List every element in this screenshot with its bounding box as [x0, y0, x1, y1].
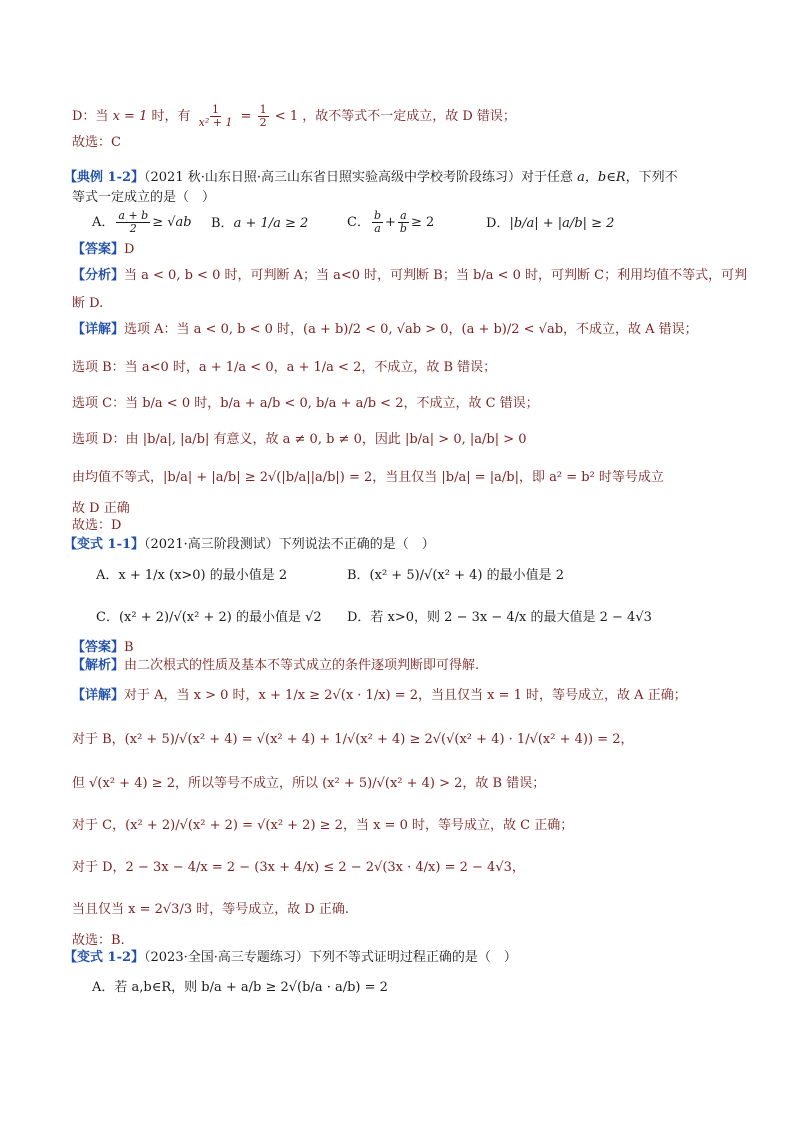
example12-choose: 故选：D	[72, 518, 122, 533]
variant11-detail-4: 对于 C，(x² + 2)/√(x² + 2) = √(x² + 2) ≥ 2，当 x = 0 时，等号成立，故 C 正确；	[72, 818, 574, 833]
variant11-answer: 【答案】B	[72, 640, 134, 655]
variant11-stem: 【变式 1-1】（2021·高三阶段测试）下列说法不正确的是（ ）	[64, 537, 435, 552]
prev-d-text1: D：当	[72, 109, 109, 124]
example12-tag: 【典例 1-2】	[64, 170, 145, 185]
prev-d-eq1: x = 1	[112, 109, 148, 124]
variant11-option-d: D．若 x>0，则 2 − 3x − 4/x 的最大值是 2 − 4√3	[347, 610, 652, 625]
example12-detail-3: 选项 C：当 b/a < 0 时，b/a + a/b < 0, b/a + a/b < 2，不成立，故 C 错误；	[72, 396, 539, 411]
variant11-analysis: 【解析】由二次根式的性质及基本不等式成立的条件逐项判断即可得解.	[72, 658, 480, 673]
variant11-detail-3: 但 √(x² + 4) ≥ 2，所以等号不成立，所以 (x² + 5)/√(x² + 4) > 2，故 B 错误；	[72, 776, 546, 791]
example12-option-c: C． $\frac{b}{a}$ + $\frac{a}{b}$ ≥ 2	[347, 209, 435, 235]
variant11-choose: 故选：B.	[72, 933, 125, 948]
example12-analysis: 【分析】当 a < 0, b < 0 时，可判断 A；当 a<0 时，可判断 B；当 b/a < 0 时，可判断 C；利用均值不等式，可判	[72, 268, 748, 283]
example12-detail-1: 【详解】选项 A：当 a < 0, b < 0 时，(a + b)/2 < 0, √ab > 0，(a + b)/2 < √ab，不成立，故 A 错误；	[72, 322, 698, 337]
example12-detail-2: 选项 B：当 a<0 时，a + 1/a < 0，a + 1/a < 2，不成立，故 B 错误；	[72, 360, 497, 375]
example12-detail-4: 选项 D：由 |b/a|, |a/b| 有意义，故 a ≠ 0, b ≠ 0，因此 |b/a| > 0, |a/b| > 0	[72, 432, 527, 447]
variant11-detail-6: 当且仅当 x = 2√3/3 时，等号成立，故 D 正确.	[72, 902, 350, 917]
example12-stem-line2: 等式一定成立的是（ ）	[72, 190, 216, 205]
example12-analysis-line2: 断 D.	[72, 296, 104, 311]
prev-d-text3: ，故不等式不一定成立，故 D 错误；	[302, 109, 516, 124]
prev-d-text2: 时，有	[151, 109, 191, 124]
example12-after: ，下列不	[625, 170, 678, 185]
example12-vars: a，b∈R	[577, 170, 626, 185]
example12-option-b: B．a + 1/a ≥ 2	[211, 216, 309, 231]
example12-answer: 【答案】D	[72, 242, 135, 257]
prev-d-fraction: $\frac{1}{\text{x² + 1}}$	[198, 103, 233, 129]
variant12-stem: 【变式 1-2】（2023·全国·高三专题练习）下列不等式证明过程正确的是（ ）	[64, 950, 517, 965]
example12-stem	[64, 168, 678, 188]
variant11-detail-1: 【详解】对于 A，当 x > 0 时，x + 1/x ≥ 2√(x · 1/x) = 2，当且仅当 x = 1 时，等号成立，故 A 正确；	[72, 688, 687, 703]
example12-detail-5: 由均值不等式，|b/a| + |a/b| ≥ 2√(|b/a||a/b|) = 2，当且仅当 |b/a| = |a/b|，即 a² = b² 时等号成立	[72, 470, 664, 485]
example12-option-d: D．|b/a| + |a/b| ≥ 2	[486, 216, 615, 231]
example12-option-a: A． $\frac{a + b}{2}$ ≥ √ab	[92, 209, 192, 235]
variant12-option-a: A．若 a,b∈R，则 b/a + a/b ≥ 2√(b/a · a/b) = 2	[92, 980, 388, 995]
variant11-option-c: C．(x² + 2)/√(x² + 2) 的最小值是 √2	[96, 610, 322, 625]
prev-d-ineq: < 1	[274, 109, 299, 124]
variant11-option-b: B．(x² + 5)/√(x² + 4) 的最小值是 2	[347, 568, 564, 583]
prev-d-fraction2: $\frac{1}{2}$	[259, 103, 267, 129]
variant11-detail-2: 对于 B，(x² + 5)/√(x² + 4) = √(x² + 4) + 1/√(x² + 4) ≥ 2√(√(x² + 4) · 1/√(x² + 4)) = 2，	[72, 732, 634, 747]
variant11-detail-5: 对于 D，2 − 3x − 4/x = 2 − (3x + 4/x) ≤ 2 − 2√(3x · 4/x) = 2 − 4√3，	[72, 860, 525, 875]
variant11-option-a: A．x + 1/x (x>0) 的最小值是 2	[96, 568, 288, 583]
prev-option-d-line	[72, 104, 516, 129]
example12-source: （2021 秋·山东日照·高三山东省日照实验高级中学校考阶段练习）对于任意	[144, 170, 573, 185]
prev-choose: 故选：C	[72, 135, 121, 150]
prev-d-eq2: =	[240, 109, 252, 124]
example12-detail-6: 故 D 正确	[72, 501, 130, 516]
